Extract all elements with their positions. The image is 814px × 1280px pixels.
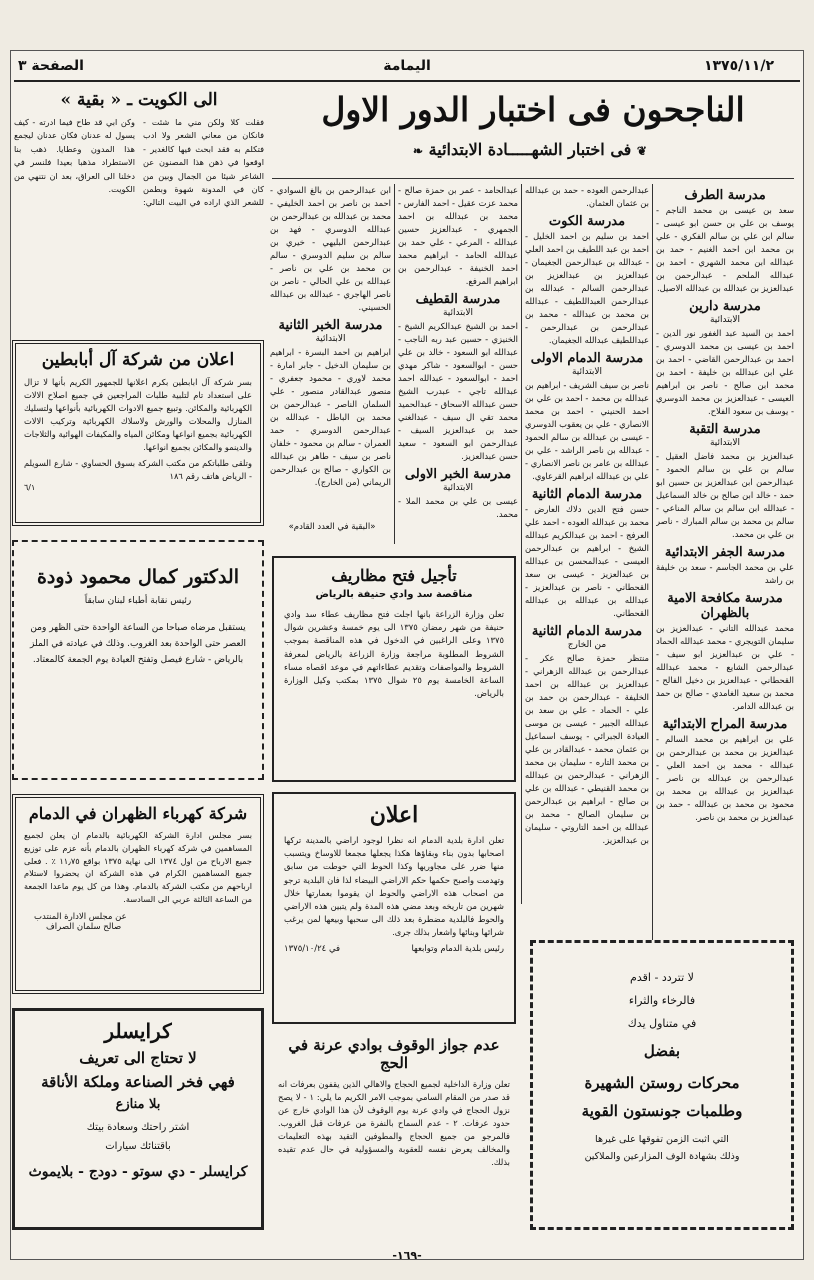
doctor-subtitle: رئيس نقابة أطباء لبنان سابقاً xyxy=(84,596,192,606)
school-level: من الخارج xyxy=(567,640,607,650)
ornament-icon: ❦ xyxy=(636,144,647,158)
al-abtain-contact: وتلقى طلباتكم من مكتب الشركة بسوق الحساوي - شارع السويلم - الرياض هاتف رقم ١٨٦ xyxy=(24,458,252,481)
student-names: عبدالعزيز بن محمد فاضل العقيل - سالم بن علي بن سالم الحمود - عبدالرحمن ابن عبدالعزيز بن حسين ابو حمد - خالد ابن صالح بن خالد السماعيل - عبدالله ابن سالم بن سالم المناعي - سالم بن محمد بن سالم المبارك - ناصر بن علي بن محمد. xyxy=(656,451,794,539)
school-name: مدرسة الدمام الاولى xyxy=(530,351,644,366)
school-name: مدرسة الكوت xyxy=(548,214,626,229)
student-names: علي بن ابراهيم بن محمد السالم - عبدالعزيز بن محمد بن عبدالرحمن بن عبدالله - محمد بن احمد العلي - عبدالرحمن بن عبدالله بن ناصر - عبدالعزيز بن عبدالله بن محمد بن محمود بن محمد بن عبدالله - حمد بن عبدالعزيز بن محمد بن ناصر. xyxy=(656,734,794,822)
al-abtain-ad xyxy=(12,340,264,526)
student-names: ناصر بن سيف الشريف - ابراهيم بن عبدالله بن محمد - احمد بن علي بن احمد الحنيني - احمد بن محمد الانصاري - علي بن يعقوب الدوسري - عيسى بن عبدالله بن سالم الحمود - عبدالله بن ناصر الراشد - علي بن عبدالله بن عامر بن ناصر الانصاري - علي بن عبدالله ابراهيم القرعاوي. xyxy=(525,380,649,481)
dhahran-title: شركة كهرباء الظهران في الدمام xyxy=(28,804,248,823)
hajj-notice xyxy=(272,1034,516,1230)
dhahran-electric-ad xyxy=(12,794,264,994)
school-level: الابتدائية xyxy=(571,367,603,377)
school-name: مدرسة التقبة xyxy=(689,422,761,437)
al-abtain-text: بسر شركة آل ابابطين بكرم اعلانها للجمهور الكريم بأنها لا تزال على استعداد تام لتلبية طلبات المراجعين في جميع اصلاح الالات الكهربائية والمكائن. وتبيع جميع الادوات الكهربائية بأنواعها ولتسليك المنازل والمحلات والورش ولاسلاك الكهربائية وتركيب الالات الكهربائية بجميع انواعها ومكائن المياه والمكيفات الهوائية والثلاجات والدينمو والمكائن بجميع انواعها. xyxy=(24,377,252,452)
school-name: مدرسة الطرف xyxy=(684,188,766,203)
chrysler-line-3: بلا منازع xyxy=(115,1097,161,1112)
ornament-icon: ❧ xyxy=(413,144,424,158)
school-level: الابتدائية xyxy=(709,315,741,325)
municipality-text: تعلن ادارة بلدية الدمام انه نظرا لوجود اراضي بالمدينة تركها اصحابها بدون بناء وبقاؤها هكذا يجعلها مجمعا للاوساخ ويتسبب منها ضرر على مجاوريها وكذا الحوط التي حوطت من سابق وتهدمت واصبح حكمها حكم الاراضي البيضاء لذا فان البلدية ترجو من اصحاب هذه الاراضي والحوط ان يقوموا بعمارتها خلال شهرين من تاريخه وبعد مضي هذه المدة ولم يتبين هذه الاراضي والحوط فالبلدية مضطرة بعد ذلك الى سحبها وبيعها لمن يرغب شرائها وبنائها واشعار بذلك جرى. xyxy=(284,835,504,938)
student-names: محمد عبدالله التاني - عبدالعزيز بن سليمان التويجري - محمد عبدالله الحماد - علي بن عبدالعزيز ابو سيف - عبدالرحمن الشايع - محمد عبدالله القحطاني - عبدالعزيز بن دخيل الفالح - محمد بن سعيد الغامدي - صالح بن حمد بن عبدالله الدامر. xyxy=(656,623,794,711)
student-names: منتظر حمزة صالح عكر - عبدالرحمن بن عبدالله الزهراني - عبدالعزيز بن عبدالله بن احمد الخليفة - عبدالرحمن بن حمد بن علي - الحماد - علي بن سعد بن عبدالله الجبير - عيسى بن موسى العيادة الجبرائي - يوسف اسماعيل بن عثمان محمد - عبدالقادر بن علي بن محمد التاره - سليمان بن محمد الزهراني - عبدالرحمن بن عبدالله بن محمد القنيطي - عبدالله بن علي بن صالح - ابراهيم بن عبدالرحمن بن سليمان الصالح - محمد بن عبدالله بن احمد التاروتي - سليمان بن عبدالعزيز. xyxy=(525,653,649,845)
school-level: الابتدائية xyxy=(442,308,474,318)
student-names: احمد بن سليم بن احمد الخليل - احمد بن عبد اللطيف بن احمد العلي - عبدالله بن عبدالرحمن الجغيمان - عبدالعزيز بن عبدالعزيز بن عبدالرحمن السالم - عبدالله بن عبدالرحمن العبداللطيف - عبدالله بن محمد بن عبدالله - محمد بن عبدالرحمن بن عبدالرحمن - عبداللطيف عبدالله الجغيمان. xyxy=(525,231,649,345)
school-name: مدرسة الدمام الثانية xyxy=(531,624,643,639)
results-subtitle xyxy=(330,140,730,159)
al-abtain-code: ٦/١ xyxy=(24,483,36,492)
issue-date: ١٣٧٥/١١/٢ xyxy=(703,58,774,74)
student-names: احمد بن السيد عبد الغفور نور الدين - احمد بن عيسى بن محمد الدوسري - احمد بن عبدالرحمن القاضي - احمد بن علي ابن عبدالله بن خليفة - احمد بن محمد ابن صالح - ناصر بن ابراهيم العيسى - عبدالعزيز بن محمد الدوسري - يوسف بن سعود الفلاح. xyxy=(656,328,794,416)
postponement-title: تأجيل فتح مظاريف xyxy=(331,566,457,585)
header-rule xyxy=(14,80,800,82)
school-name: مدرسة القطيف xyxy=(415,292,501,307)
postponement-notice xyxy=(272,556,516,782)
student-names: علي بن محمد الجاسم - سعد بن خليفة بن راشد xyxy=(656,562,794,585)
municipality-footer xyxy=(284,944,504,954)
engines-line-6: وطلمبات جونستون القوية xyxy=(581,1102,743,1120)
municipality-date: في ١٣٧٥/١٠/٢٤ xyxy=(284,943,341,954)
chrysler-brand: كرايسلر xyxy=(104,1019,172,1043)
school-name: مدرسة المراح الابتدائية xyxy=(662,717,788,732)
doctor-text: يستقبل مرضاه صباحا من الساعة الواحدة حتى الظهر ومن العصر حتى الواحدة بعد الغروب. وذلك في عيادته في الملز بالرياض - شارع فيصل وتفتح العيادة يوم الجمعة كالمعتاد. xyxy=(30,623,246,665)
municipality-title: اعلان xyxy=(369,802,419,828)
school-level: الابتدائية xyxy=(442,483,474,493)
results-column-4 xyxy=(270,184,391,514)
student-names: ابراهيم بن احمد البسرة - ابراهيم بن سليمان الدخيل - جابر امارة - محمد لاوري - محمود جعفري - منصور عبدالقادر منصور - علي السلمان الناصر - عبدالرحمن بن محمد بن الباطل - عبدالله بن عبدالرحمن الدوسري - حمد العمران - سالم بن محمود - خلفان ناصر بن سيف - طاهر بن عبدالله بن الكواري - صالح بن عبدالرحمن الريماني (من الخارج). xyxy=(270,347,391,487)
doctor-ad xyxy=(12,540,264,780)
chrysler-line-5: باقتنائك سيارات xyxy=(105,1141,171,1152)
hajj-title: عدم جواز الوقوف بوادي عرنة في الحج xyxy=(288,1036,500,1072)
chrysler-line-4: اشتر راحتك وسعادة بيتك xyxy=(86,1122,190,1133)
kuwait-article xyxy=(14,90,264,336)
kuwait-text: فقلت كلا ولكن مني ما شئت - فانكان من معاني الشعر ولا ادب فتكلم به فقد ابحث فيها كالغدير - اوقعوا في ذهن هذا المصنون عن الشاعر شيئا من الجمال وبين من كان في المدونة شهوة وبطمن للشعر الذي اراده في البيت التالي: وكن ابي قد طاح فيما ادرته - كيف يسول له عدنان فكان عدنان ليجمع هذا المدون وعطايا. ذهب بنا الاستطراد مذهبا بعيدا فلنسر في دخلنا الى العراق، بعد ان نتنهي من الكويت. xyxy=(14,117,264,208)
school-name: مدرسة الخبر الثانية xyxy=(278,318,383,333)
hajj-text: تعلن وزارة الداخلية لجميع الحجاج والاهالي الذين يقفون بعرفات انه قد صدر من المقام السامي بموجب الامر الكريم ما يلي: ١ - لا يصح نزول الحجاج في وادي عرنة يوم الوقوف لأن هذا الوادي خارج عن حدود عرفات. ٢ - عدم السماح بالنفرة من عرفات قبل الغروب. فالمرجو من جميع الحجاج والمطوفين التقيد بهذه التعليمات والمخالف يعرض نفسه للعقوبة والمسؤولية في حال عدم تقيده بذلك. xyxy=(278,1079,511,1167)
chrysler-models: كرايسلر - دي سوتو - دودج - بلايموث xyxy=(28,1164,248,1180)
continued-note: «البقية في العدد القادم» xyxy=(288,522,376,532)
results-column-2 xyxy=(525,184,649,904)
engines-ad xyxy=(530,940,794,1230)
engines-line-2: فالرخاء والثراء xyxy=(628,994,696,1007)
results-rule xyxy=(272,178,794,179)
engines-line-8: وذلك بشهادة الوف المزارعين والملاكين xyxy=(584,1151,740,1162)
chrysler-line-2: فهي فخر الصناعة وملكة الأناقة xyxy=(41,1073,235,1091)
student-names: عبدالرحمن العوده - حمد بن عبدالله بن عثمان العثمان. xyxy=(525,185,649,208)
student-names: احمد بن الشيخ عبدالكريم الشيخ - الخنيزي - حسين عبد ربه الناجب - عبدالله ابو السعود - خالد بن علي حسن - ابوالسعود - شاكر مهدي احمد - ابوالسعود - عبدالله احمد عبدالله تاجي - عبدرب الشيخ حسن عبدالله الاسحاق - عبدالحميد محمد تقي ال سيف - عبدالغني حمد بن عبدالعزيز السيف - عبدالرحمن ابو السعود - سعيد حسن عبدالعزيز. xyxy=(398,321,518,461)
column-divider xyxy=(394,184,395,544)
dhahran-text: بسر مجلس ادارة الشركة الكهربائية بالدمام ان يعلن لجميع المساهمين في شركة كهرباء الظهران بالدمام بأنه عزم على توزيع جميع الارباح من اول ١٣٧٤ الى نهاية ١٣٧٥ بواقع ١١٫٧٥ ٪ . فعلى جميع المساهمين الكرام في هذه الشركة ان يحضروا لاستلام ارباحهم من مكتب الشركة بالدمام. وهذا من كل يوم ماعدا الجمعة من الساعة الثالثة عربي الى السادسة. xyxy=(24,830,252,904)
engines-line-1: لا تتردد - اقدم xyxy=(630,971,694,984)
student-names: حسن فتح الدين دلاك العارض - محمد بن عبدالله العوده - احمد علي العرفج - احمد بن عبدالكريم عبدالله الشيخ - ابراهيم بن عبدالرحمن العيسى - عبدالمحسن بن عبدالله بن عبدالعزيز - عيسى بن سعد القحطاني - ناصر بن عبدالعزيز - عبدالله بن عبدالله بن عبدالله القحطاني. xyxy=(525,504,649,618)
school-level: الابتدائية xyxy=(315,334,346,344)
school-name: مدرسة مكافحة الامية بالظهران xyxy=(667,591,783,621)
school-name: مدرسة دارين xyxy=(689,299,761,314)
engines-line-7: التي اثبت الزمن تفوقها على غيرها xyxy=(595,1134,729,1145)
student-names: عبدالحامد - عمر بن حمزة صالح - محمد عزت عقيل - احمد الفارس - محمد بن عبدالله بن احمد الجمهري - عبدالعزيز حسين عبدالله - المرعي - علي حمد بن عبدالله الحامد - ابراهيم محمد احمد الخنيفة - عبدالرحمن بن ابراهيم المرفع. xyxy=(398,185,518,286)
results-title: الناجحون فى اختبار الدور الاول xyxy=(321,90,745,129)
results-column-3 xyxy=(398,184,518,544)
chrysler-line-1: لا تحتاج الى تعريف xyxy=(79,1049,197,1067)
newspaper-name: اليمامة xyxy=(383,58,431,74)
chrysler-ad xyxy=(12,1008,264,1230)
al-abtain-title: اعلان من شركة آل أبابطين xyxy=(41,350,235,370)
results-subheader xyxy=(330,140,730,170)
engines-line-3: في متناول يدك xyxy=(627,1017,697,1030)
student-names: عيسى بن علي بن محمد الملا - محمد. xyxy=(398,496,518,519)
municipality-sign: رئيس بلدية الدمام وتوابعها xyxy=(411,943,504,954)
dhahran-sign-2: صالح سلمان الصراف xyxy=(46,921,122,932)
student-names: سعد بن عيسى بن محمد الناجم - يوسف بن علي بن حسن ابو عيسى - سالم ابن علي بن سالم الفكري - علي بن محمد ابن احمد الغنيم - حمد بن عبدالله ابن محمد الشهري - احمد بن عبدالله الملحم - عبدالرحمن بن عبدالعزيز بن عبدالله بن عبدالله الاصيل. xyxy=(656,205,794,293)
dhahran-sign-1: عن مجلس الادارة المنتدب xyxy=(34,911,127,922)
school-level: الابتدائية xyxy=(709,438,741,448)
school-name: مدرسة الجفر الابتدائية xyxy=(664,545,786,560)
kuwait-title: الى الكويت ـ « بقية » xyxy=(60,90,218,110)
page-number: -١٦٩- xyxy=(392,1249,422,1262)
engines-line-4: بفضل xyxy=(643,1042,681,1060)
municipality-notice xyxy=(272,792,516,1024)
results-subtitle-text: فى اختبار الشهـــــادة الابتدائية xyxy=(428,140,632,159)
school-name: مدرسة الدمام الثانية xyxy=(531,487,643,502)
page-label: الصفحة ٣ xyxy=(18,58,84,74)
postponement-subtitle: مناقصة سد وادي حنيفة بالرياض xyxy=(315,589,473,600)
student-names: ابن عبدالرحمن بن بالغ السوادي - احمد بن ناصر بن احمد الخليفي - محمد بن عبدالله بن عبدالرحمن بن عبدالله الدوسري - فهد بن عبدالرحمن البليهي - خيري بن سالم بن سليم الدوسري - سالم بن محمد بن علي بن ناصر - عبدالله بن علي الحالي - ناصر بن ناصر الهاجري - عبدالله بن عبدالله الحسيني. xyxy=(270,185,391,312)
postponement-text: تعلن وزارة الزراعة بانها اجلت فتح مظاريف عطاء سد وادي حنيفة من شهر رمضان ١٣٧٥ الى يوم خمسة وعشرين شوال ١٣٧٥ وعلى الراغبين في الدخول في هذه المناقصة بموجب الشروط المطلوبة مراجعة وزارة الزراعة بالرياض لمعرفة الشروط والمواصفات وتقديم عطاءاتهم في موعد اقصاه مساء الساعة الخامسة يوم ٢٥ شوال ١٣٧٥ بمكتب وكيل الوزارة بالرياض. xyxy=(284,609,504,699)
school-name: مدرسة الخبر الاولى xyxy=(404,467,512,482)
doctor-name: الدكتور كمال محمود ذودة xyxy=(36,566,240,588)
column-divider xyxy=(521,184,522,904)
engines-line-5: محركات روستن الشهيرة xyxy=(584,1074,740,1092)
results-column-1 xyxy=(656,184,794,934)
